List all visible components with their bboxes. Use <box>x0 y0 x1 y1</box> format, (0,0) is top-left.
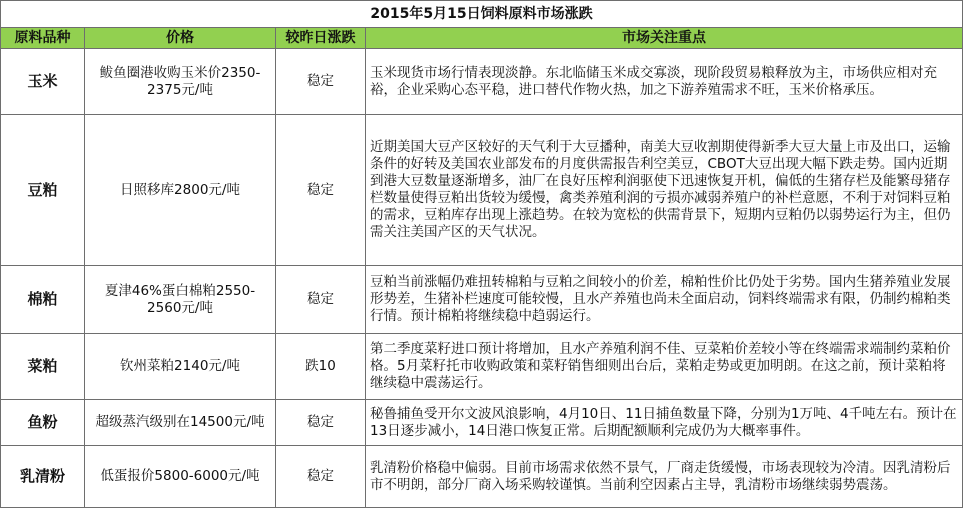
row-name: 乳清粉 <box>1 446 85 508</box>
row-note: 豆粕当前涨幅仍难扭转棉粕与豆粕之间较小的价差，棉粕性价比仍处于劣势。国内生猪养殖业发展形势差，生猪补栏速度可能较慢，且水产养殖也尚未全面启动，饲料终端需求有限，仍制约棉粕类行情。预计棉粕将继续稳中趋弱运行。 <box>366 266 963 334</box>
header-change: 较昨日涨跌 <box>276 28 366 49</box>
row-change: 稳定 <box>276 266 366 334</box>
header-note: 市场关注重点 <box>366 28 963 49</box>
row-change: 稳定 <box>276 49 366 115</box>
table-row <box>1 334 963 400</box>
table-row <box>1 400 963 446</box>
table-title: 2015年5月15日饲料原料市场涨跌 <box>1 1 963 28</box>
header-price: 价格 <box>85 28 276 49</box>
row-name: 豆粕 <box>1 115 85 266</box>
row-price: 钦州菜粕2140元/吨 <box>85 334 276 400</box>
row-price: 鲅鱼圈港收购玉米价2350-2375元/吨 <box>85 49 276 115</box>
row-name: 棉粕 <box>1 266 85 334</box>
row-note: 第二季度菜籽进口预计将增加，且水产养殖利润不佳、豆菜粕价差较小等在终端需求端制约菜粕价格。5月菜籽托市收购政策和菜籽销售细则出台后，菜粕走势或更加明朗。在这之前，预计菜粕将继续稳中震荡运行。 <box>366 334 963 400</box>
row-change: 稳定 <box>276 115 366 266</box>
row-price: 低蛋报价5800-6000元/吨 <box>85 446 276 508</box>
row-note: 乳清粉价格稳中偏弱。目前市场需求依然不景气，厂商走货缓慢，市场表现较为冷清。因乳清粉后市不明朗，部分厂商入场采购较谨慎。当前利空因素占主导，乳清粉市场继续弱势震荡。 <box>366 446 963 508</box>
row-note: 近期美国大豆产区较好的天气利于大豆播种，南美大豆收割期使得新季大豆大量上市及出口，运输条件的好转及美国农业部发布的月度供需报告利空美豆，CBOT大豆出现大幅下跌走势。国内近期到港大豆数量逐渐增多，油厂在良好压榨利润驱使下迅速恢复开机，偏低的生猪存栏及能繁母猪存栏数量使得豆粕出货较为缓慢，禽类养殖利润的亏损亦减弱养殖户的补栏意愿，不利于对饲料豆粕的需求，豆粕库存出现上涨趋势。在较为宽松的供需背景下，短期内豆粕仍以弱势运行为主，但仍需关注美国产区的天气状况。 <box>366 115 963 266</box>
row-name: 玉米 <box>1 49 85 115</box>
row-note: 玉米现货市场行情表现淡静。东北临储玉米成交寡淡，现阶段贸易粮释放为主，市场供应相对充裕，企业采购心态平稳，进口替代作物火热，加之下游养殖需求不旺，玉米价格承压。 <box>366 49 963 115</box>
table-row <box>1 115 963 266</box>
header-row <box>1 28 963 49</box>
row-name: 鱼粉 <box>1 400 85 446</box>
row-price: 夏津46%蛋白棉粕2550-2560元/吨 <box>85 266 276 334</box>
row-price: 超级蒸汽级别在14500元/吨 <box>85 400 276 446</box>
row-name: 菜粕 <box>1 334 85 400</box>
table-row <box>1 446 963 508</box>
row-change: 稳定 <box>276 446 366 508</box>
header-name: 原料品种 <box>1 28 85 49</box>
row-change: 稳定 <box>276 400 366 446</box>
table-row <box>1 49 963 115</box>
row-note: 秘鲁捕鱼受开尔文波风浪影响，4月10日、11日捕鱼数量下降，分别为1万吨、4千吨左右。预计在13日逐步减小，14日港口恢复正常。后期配额顺利完成仍为大概率事件。 <box>366 400 963 446</box>
row-price: 日照移库2800元/吨 <box>85 115 276 266</box>
row-change: 跌10 <box>276 334 366 400</box>
title-row <box>1 1 963 28</box>
table-row <box>1 266 963 334</box>
